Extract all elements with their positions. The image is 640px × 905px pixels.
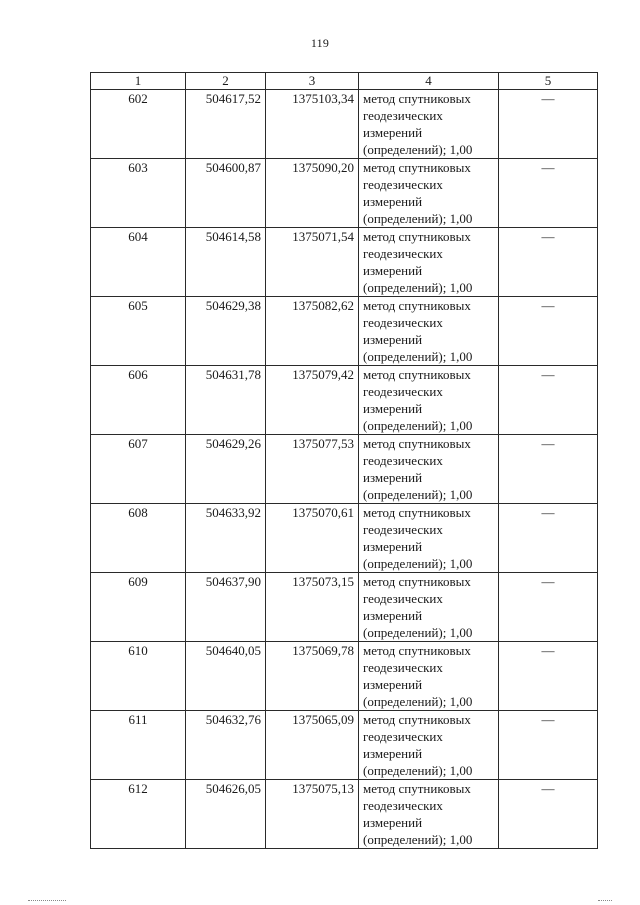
table-body <box>91 90 598 849</box>
y-coordinate-cell: 1375070,61 <box>266 504 359 573</box>
note-cell: — <box>499 504 598 573</box>
note-cell: — <box>499 435 598 504</box>
column-header-5: 5 <box>499 73 598 90</box>
table-row <box>91 504 598 573</box>
y-coordinate-cell: 1375075,13 <box>266 780 359 849</box>
table-header <box>91 73 598 90</box>
x-coordinate-cell: 504640,05 <box>186 642 266 711</box>
x-coordinate-cell: 504631,78 <box>186 366 266 435</box>
table-row <box>91 297 598 366</box>
note-cell: — <box>499 711 598 780</box>
scan-artifact-left <box>28 900 66 902</box>
x-coordinate-cell: 504600,87 <box>186 159 266 228</box>
column-header-2: 2 <box>186 73 266 90</box>
x-coordinate-cell: 504614,58 <box>186 228 266 297</box>
method-cell <box>359 504 499 573</box>
note-cell: — <box>499 366 598 435</box>
y-coordinate-cell: 1375073,15 <box>266 573 359 642</box>
point-number-cell: 603 <box>91 159 186 228</box>
table-row <box>91 90 598 159</box>
method-cell <box>359 435 499 504</box>
table-row <box>91 573 598 642</box>
method-cell <box>359 159 499 228</box>
column-header-1: 1 <box>91 73 186 90</box>
y-coordinate-cell: 1375077,53 <box>266 435 359 504</box>
point-number-cell: 602 <box>91 90 186 159</box>
x-coordinate-cell: 504637,90 <box>186 573 266 642</box>
x-coordinate-cell: 504617,52 <box>186 90 266 159</box>
point-number-cell: 604 <box>91 228 186 297</box>
method-cell <box>359 711 499 780</box>
method-text: метод спутниковых геодезических измерений (определений); 1,00 <box>363 367 473 433</box>
y-coordinate-cell: 1375082,62 <box>266 297 359 366</box>
method-text: метод спутниковых геодезических измерений (определений); 1,00 <box>363 436 473 502</box>
method-text: метод спутниковых геодезических измерений (определений); 1,00 <box>363 712 473 778</box>
x-coordinate-cell: 504626,05 <box>186 780 266 849</box>
point-number-cell: 611 <box>91 711 186 780</box>
x-coordinate-cell: 504629,38 <box>186 297 266 366</box>
method-cell <box>359 642 499 711</box>
method-cell <box>359 90 499 159</box>
point-number-cell: 610 <box>91 642 186 711</box>
note-cell: — <box>499 642 598 711</box>
table-row <box>91 159 598 228</box>
scan-artifact-right <box>598 900 612 902</box>
method-text: метод спутниковых геодезических измерений (определений); 1,00 <box>363 574 473 640</box>
note-cell: — <box>499 159 598 228</box>
point-number-cell: 612 <box>91 780 186 849</box>
method-cell <box>359 366 499 435</box>
x-coordinate-cell: 504633,92 <box>186 504 266 573</box>
method-text: метод спутниковых геодезических измерений (определений); 1,00 <box>363 160 473 226</box>
table-row <box>91 435 598 504</box>
y-coordinate-cell: 1375090,20 <box>266 159 359 228</box>
note-cell: — <box>499 780 598 849</box>
table-row <box>91 366 598 435</box>
column-header-3: 3 <box>266 73 359 90</box>
y-coordinate-cell: 1375069,78 <box>266 642 359 711</box>
x-coordinate-cell: 504629,26 <box>186 435 266 504</box>
note-cell: — <box>499 573 598 642</box>
x-coordinate-cell: 504632,76 <box>186 711 266 780</box>
method-text: метод спутниковых геодезических измерений (определений); 1,00 <box>363 298 473 364</box>
coordinates-table <box>90 72 598 849</box>
method-text: метод спутниковых геодезических измерений (определений); 1,00 <box>363 781 473 847</box>
point-number-cell: 608 <box>91 504 186 573</box>
method-cell <box>359 573 499 642</box>
method-text: метод спутниковых геодезических измерений (определений); 1,00 <box>363 643 473 709</box>
point-number-cell: 609 <box>91 573 186 642</box>
method-text: метод спутниковых геодезических измерений (определений); 1,00 <box>363 229 473 295</box>
y-coordinate-cell: 1375065,09 <box>266 711 359 780</box>
point-number-cell: 606 <box>91 366 186 435</box>
table-row <box>91 711 598 780</box>
table-row <box>91 780 598 849</box>
point-number-cell: 605 <box>91 297 186 366</box>
method-cell <box>359 297 499 366</box>
method-cell <box>359 228 499 297</box>
note-cell: — <box>499 90 598 159</box>
page-number: 119 <box>310 36 330 50</box>
y-coordinate-cell: 1375103,34 <box>266 90 359 159</box>
y-coordinate-cell: 1375071,54 <box>266 228 359 297</box>
method-text: метод спутниковых геодезических измерений (определений); 1,00 <box>363 505 473 571</box>
column-header-4: 4 <box>359 73 499 90</box>
y-coordinate-cell: 1375079,42 <box>266 366 359 435</box>
table-row <box>91 228 598 297</box>
note-cell: — <box>499 297 598 366</box>
method-text: метод спутниковых геодезических измерений (определений); 1,00 <box>363 91 473 157</box>
method-cell <box>359 780 499 849</box>
note-cell: — <box>499 228 598 297</box>
table-row <box>91 642 598 711</box>
header-row <box>91 73 598 90</box>
point-number-cell: 607 <box>91 435 186 504</box>
